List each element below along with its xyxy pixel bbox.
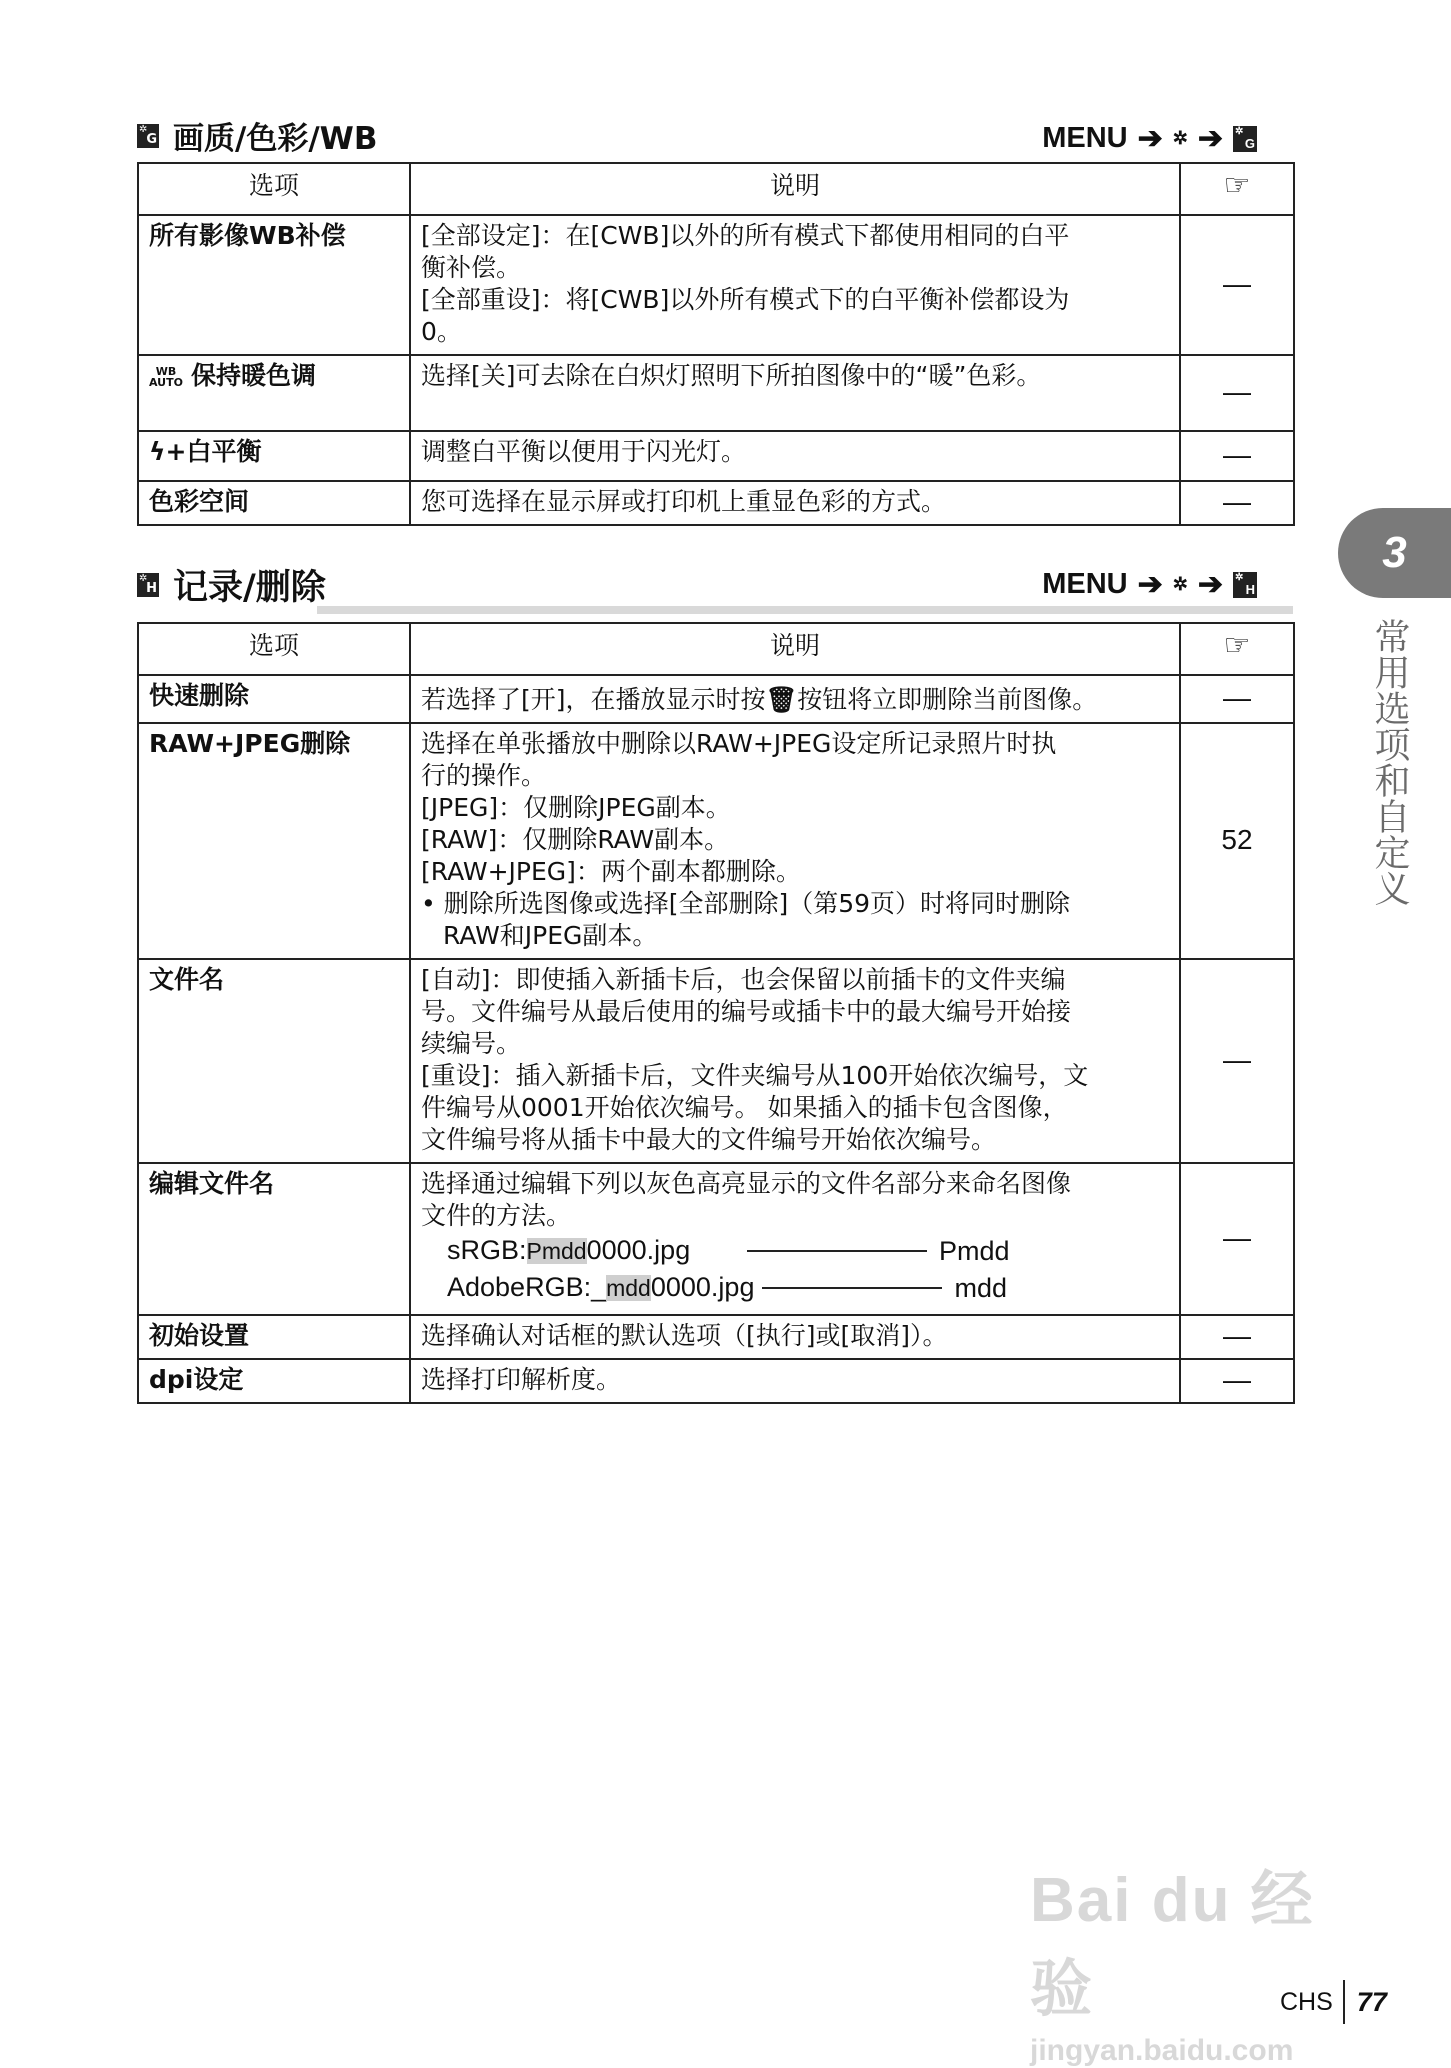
description — [410, 959, 1180, 1163]
picture-color-menu-icon: ✲ G — [1233, 126, 1257, 152]
desc-line: 选择在单张播放中删除以RAW+JPEG设定所记录照片时执 — [421, 729, 1057, 758]
settings-table — [137, 162, 1295, 526]
section-title-text: 画质/色彩/WB — [173, 121, 378, 157]
arrow-right-icon: ➔ — [1197, 568, 1223, 601]
desc-line: 文件的方法。 — [421, 1201, 572, 1230]
example-result: mdd — [954, 1272, 1007, 1303]
table-row — [138, 1315, 1294, 1359]
header-option: 选项 — [138, 623, 410, 675]
header-ref — [1180, 163, 1294, 215]
option-color-space: 色彩空间 — [138, 481, 410, 525]
example-prefix: sRGB: — [447, 1235, 527, 1265]
description — [410, 1163, 1180, 1315]
table-row — [138, 355, 1294, 431]
header-option: 选项 — [138, 163, 410, 215]
description — [410, 1315, 1180, 1359]
desc-line: 号。文件编号从最后使用的编号或插卡中的最大编号开始接 — [421, 997, 1072, 1026]
desc-line: 续编号。 — [421, 1029, 522, 1058]
option-priority-set: 初始设置 — [138, 1315, 410, 1359]
option-flash-wb — [138, 431, 410, 481]
page-ref: — — [1180, 215, 1294, 355]
option-keep-warm-color — [138, 355, 410, 431]
menu-label: MENU — [1042, 122, 1128, 154]
page-reference-icon: ☞ — [1223, 628, 1251, 663]
option-raw-jpeg-erase: RAW+JPEG删除 — [138, 723, 410, 959]
desc-line: [RAW]：仅删除RAW副本。 — [421, 825, 730, 854]
table-row — [138, 431, 1294, 481]
example-suffix: 0000.jpg — [586, 1235, 691, 1265]
menu-label: MENU — [1042, 568, 1128, 600]
example-leader-line — [747, 1250, 927, 1252]
table-row — [138, 675, 1294, 723]
page-number: 77 — [1356, 1986, 1387, 2017]
desc-line: 件编号从0001开始依次编号。 如果插入的插卡包含图像， — [421, 1093, 1068, 1122]
table-row — [138, 723, 1294, 959]
picture-color-menu-icon: ✲ G — [137, 124, 159, 148]
section-picture-color-wb — [137, 110, 1293, 526]
table-header-row — [138, 163, 1294, 215]
file-name-example-srgb — [421, 1232, 1169, 1269]
example-result: Pmdd — [939, 1235, 1010, 1266]
example-highlight: mdd — [606, 1275, 651, 1301]
example-suffix: 0000.jpg — [650, 1272, 755, 1302]
desc-line: 选择打印解析度。 — [421, 1365, 622, 1394]
baidu-watermark — [1030, 1850, 1360, 2068]
example-prefix: AdobeRGB:_ — [447, 1272, 607, 1302]
desc-line: 调整白平衡以便用于闪光灯。 — [421, 437, 747, 466]
desc-line: [JPEG]：仅删除JPEG副本。 — [421, 793, 731, 822]
description — [410, 723, 1180, 959]
description — [410, 355, 1180, 431]
file-name-example-adobergb — [421, 1269, 1169, 1306]
option-label: +白平衡 — [165, 437, 262, 466]
description — [410, 431, 1180, 481]
section-title — [137, 113, 377, 158]
page-footer — [1280, 1980, 1387, 2024]
option-dpi-setting: dpi设定 — [138, 1359, 410, 1403]
description — [410, 1359, 1180, 1403]
menu-path — [1042, 567, 1257, 602]
record-erase-menu-icon: ✲ H — [137, 573, 159, 597]
page-ref: — — [1180, 355, 1294, 431]
option-quick-erase: 快速删除 — [138, 675, 410, 723]
header-description: 说明 — [410, 623, 1180, 675]
table-header-row — [138, 623, 1294, 675]
header-description: 说明 — [410, 163, 1180, 215]
desc-line: 您可选择在显示屏或打印机上重显色彩的方式。 — [421, 487, 947, 516]
description — [410, 481, 1180, 525]
desc-line: 0。 — [421, 317, 462, 346]
example-name — [447, 1232, 739, 1269]
settings-table — [137, 622, 1295, 1404]
custom-menu-gear-icon: ✲ — [1172, 128, 1188, 148]
bullet-line: RAW和JPEG副本。 — [443, 921, 658, 950]
desc-line: [自动]：即使插入新插卡后，也会保留以前插卡的文件夹编 — [421, 965, 1066, 994]
wb-auto-icon-top: WB — [155, 365, 177, 378]
desc-line: 选择确认对话框的默认选项（[执行]或[取消]）。 — [421, 1321, 948, 1350]
table-row — [138, 215, 1294, 355]
watermark-url: jingyan.baidu.com — [1030, 2034, 1294, 2067]
description — [410, 675, 1180, 723]
section-record-erase — [137, 556, 1293, 1404]
table-row — [138, 959, 1294, 1163]
arrow-right-icon: ➔ — [1137, 568, 1163, 601]
desc-line: [RAW+JPEG]：两个副本都删除。 — [421, 857, 801, 886]
example-name — [447, 1269, 754, 1306]
desc-line: [重设]：插入新插卡后，文件夹编号从100开始依次编号，文 — [421, 1061, 1089, 1090]
record-erase-menu-icon: ✲ H — [1233, 572, 1257, 598]
section-title-text: 记录/删除 — [173, 568, 326, 608]
section-title — [137, 560, 326, 610]
desc-line: 选择[关]可去除在白炽灯照明下所拍图像中的“暖”色彩。 — [421, 361, 1042, 390]
desc-line: [全部重设]：将[CWB]以外所有模式下的白平衡补偿都设为 — [421, 285, 1070, 314]
option-edit-file-name: 编辑文件名 — [138, 1163, 410, 1315]
section-header — [137, 110, 1293, 162]
chapter-title: 常用选项和自定义 — [1369, 618, 1410, 906]
example-leader-line — [762, 1287, 942, 1289]
desc-line: 衡补偿。 — [421, 253, 522, 282]
option-label: 保持暖色调 — [190, 361, 316, 390]
page-ref: — — [1180, 1163, 1294, 1315]
desc-line: 文件编号将从插卡中最大的文件编号开始依次编号。 — [421, 1125, 997, 1154]
section-underline — [317, 606, 1293, 614]
page-ref: — — [1180, 431, 1294, 481]
bullet-line: • 删除所选图像或选择[全部删除]（第59页）时将同时删除 — [421, 889, 1071, 918]
desc-line: 选择通过编辑下列以灰色高亮显示的文件名部分来命名图像 — [421, 1169, 1072, 1198]
wb-auto-icon — [149, 366, 183, 388]
arrow-right-icon: ➔ — [1137, 122, 1163, 155]
page-ref: — — [1180, 481, 1294, 525]
page-ref: — — [1180, 1315, 1294, 1359]
section-header — [137, 556, 1293, 614]
desc-text: 按钮将立即删除当前图像。 — [797, 685, 1098, 714]
flash-icon: ϟ — [149, 437, 166, 466]
option-file-name: 文件名 — [138, 959, 410, 1163]
menu-path — [1042, 121, 1257, 156]
description — [410, 215, 1180, 355]
example-highlight: Pmdd — [526, 1238, 587, 1264]
language-code: CHS — [1280, 1987, 1333, 2016]
desc-line: [全部设定]：在[CWB]以外的所有模式下都使用相同的白平 — [421, 221, 1070, 250]
arrow-right-icon: ➔ — [1197, 122, 1223, 155]
page-reference-icon: ☞ — [1223, 168, 1251, 203]
watermark-brand: Bai du 经验 — [1030, 1866, 1315, 2024]
chapter-tab: 3 — [1338, 508, 1451, 598]
page-ref: — — [1180, 675, 1294, 723]
custom-menu-gear-icon: ✲ — [1172, 574, 1188, 594]
trash-icon: 🗑 — [765, 685, 798, 714]
desc-line: 行的操作。 — [421, 761, 547, 790]
page-ref: — — [1180, 1359, 1294, 1403]
page-ref: — — [1180, 959, 1294, 1163]
table-row — [138, 1359, 1294, 1403]
bullet-note — [421, 888, 1169, 952]
desc-text: 若选择了[开]，在播放显示时按 — [421, 685, 766, 714]
table-row — [138, 481, 1294, 525]
page-ref: 52 — [1180, 723, 1294, 959]
header-ref — [1180, 623, 1294, 675]
table-row — [138, 1163, 1294, 1315]
option-all-wb-comp: 所有影像WB补偿 — [138, 215, 410, 355]
wb-auto-icon-bottom: AUTO — [149, 376, 183, 389]
